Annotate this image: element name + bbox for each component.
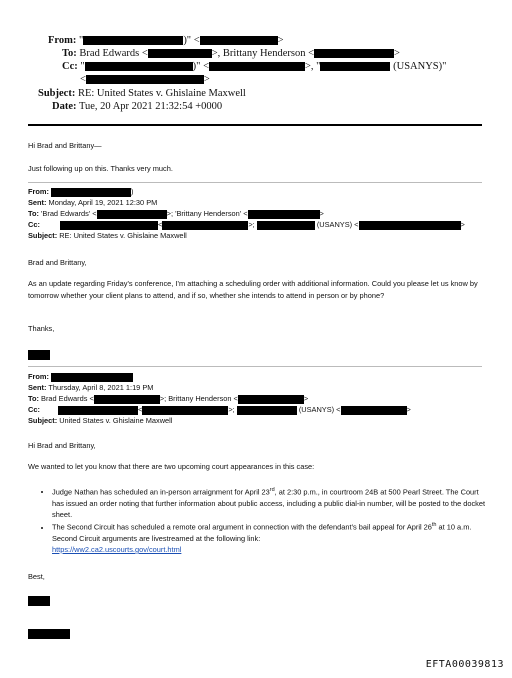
msg3-sent: Thursday, April 8, 2021 1:19 PM <box>48 383 154 392</box>
msg1-greeting: Hi Brad and Brittany— <box>28 141 102 150</box>
header-cc-text2: >, " <box>305 61 321 72</box>
msg3-greeting: Hi Brad and Brittany, <box>28 441 96 450</box>
msg2-closing: Thanks, <box>28 324 55 333</box>
msg3-intro: We wanted to let you know that there are two upcoming court appearances in this case: <box>28 462 315 471</box>
msg3-bullet1-sup: rd <box>269 487 275 493</box>
msg2-from-line <box>28 186 133 197</box>
header-to-label: To: <box>62 48 77 59</box>
msg3-cc-text: < <box>137 405 143 414</box>
header-cc-line2 <box>80 73 210 86</box>
header-cc-line <box>62 60 446 73</box>
header-divider <box>28 124 482 126</box>
redaction-block <box>314 49 394 58</box>
header-date-line <box>52 100 222 113</box>
msg3-to-text: Brad Edwards < <box>41 394 94 403</box>
msg2-to-text2: >; 'Brittany Henderson' < <box>166 209 248 218</box>
header-to-text: Brad Edwards < <box>79 48 148 59</box>
msg3-from-label: From: <box>28 372 49 381</box>
header-subject-line <box>38 87 246 100</box>
msg3-bullet2-sup: th <box>431 522 437 529</box>
header-from-line <box>48 34 284 47</box>
msg3-sent-label: Sent: <box>28 383 47 392</box>
redaction-block <box>86 75 204 84</box>
msg2-subject: RE: United States v. Ghislaine Maxwell <box>59 231 187 240</box>
header-cc-text: )" < <box>192 61 210 72</box>
redaction-block <box>97 210 167 219</box>
msg2-from-end: ) <box>131 187 134 196</box>
msg3-closing: Best, <box>28 572 45 581</box>
msg3-to-text2: >; Brittany Henderson < <box>159 394 238 403</box>
redaction-block <box>94 395 160 404</box>
redaction-block <box>83 36 183 45</box>
msg2-sent-label: Sent: <box>28 198 47 207</box>
redaction-block <box>142 406 228 415</box>
header-cc-label: Cc: <box>62 61 78 72</box>
msg3-subject-line <box>28 415 172 426</box>
msg3-from-line <box>28 371 133 382</box>
msg2-signature-redaction <box>28 346 50 364</box>
msg3-bullet-1 <box>52 485 492 520</box>
redaction-block <box>148 49 212 58</box>
header-to-end: > <box>394 48 400 59</box>
redaction-block <box>341 406 407 415</box>
header-cc2-end: > <box>203 74 210 85</box>
msg1-body: Just following up on this. Thanks very much. <box>28 164 173 173</box>
header-subject: RE: United States v. Ghislaine Maxwell <box>77 88 246 99</box>
msg3-bullet-2 <box>52 520 492 555</box>
header-to-line <box>62 47 400 60</box>
msg2-cc-usanys: (USANYS) < <box>316 220 359 229</box>
msg3-subject: United States v. Ghislaine Maxwell <box>59 416 173 425</box>
msg2-sent: Monday, April 19, 2021 12:30 PM <box>48 198 158 207</box>
msg2-greeting: Brad and Brittany, <box>28 258 87 267</box>
msg3-sent-line <box>28 382 153 393</box>
msg2-cc-text: < <box>157 220 163 229</box>
redaction-block <box>60 221 158 230</box>
redaction-block <box>28 629 70 639</box>
redaction-block <box>209 62 305 71</box>
header-to-text2: >, Brittany Henderson < <box>211 48 314 59</box>
header-cc2-start: < <box>80 74 86 85</box>
msg2-to-label: To: <box>28 209 39 218</box>
msg2-cc-text2: >; <box>248 220 255 229</box>
msg3-to-line <box>28 393 308 404</box>
header-cc-usanys: (USANYS)" <box>393 61 447 72</box>
court-livestream-link[interactable]: https://ww2.ca2.uscourts.gov/court.html <box>52 544 182 554</box>
msg3-cc-label: Cc: <box>28 405 40 414</box>
header-subject-label: Subject: <box>38 88 76 99</box>
header-date: Tue, 20 Apr 2021 21:32:54 +0000 <box>78 101 223 112</box>
msg2-from-label: From: <box>28 187 49 196</box>
msg2-to-text: 'Brad Edwards' < <box>41 209 97 218</box>
redaction-block <box>200 36 278 45</box>
redaction-block <box>320 62 390 71</box>
msg3-cc-line <box>28 404 411 415</box>
msg2-subject-label: Subject: <box>28 231 58 240</box>
msg3-divider <box>28 366 482 367</box>
msg3-to-label: To: <box>28 394 39 403</box>
header-from-end: > <box>277 35 284 46</box>
redaction-block <box>28 350 50 360</box>
msg3-subject-label: Subject: <box>28 416 58 425</box>
msg2-cc-label: Cc: <box>28 220 40 229</box>
header-date-label: Date: <box>52 101 77 112</box>
msg3-signature-redaction-2 <box>28 625 70 643</box>
redaction-block <box>51 187 134 197</box>
msg2-to-line <box>28 208 324 219</box>
msg3-bullet1-text2: , at 2:30 p.m., in courtroom 24B at 500 Pearl Street. The Court has issued an order noting that further information about public access, including a public dial-in number, will be posted to the docket sheet. <box>52 487 486 519</box>
msg2-to-end: > <box>319 209 324 218</box>
msg3-signature-redaction <box>28 592 50 610</box>
msg3-bullet2-text2: at 10 a.m. Second Circuit arguments are livestreamed at the following link: <box>52 522 472 543</box>
msg2-sent-line <box>28 197 157 208</box>
redaction-block <box>28 596 50 606</box>
header-from-label: From: <box>48 35 77 46</box>
header-cc-quote: " <box>80 61 85 72</box>
msg3-bullet-list <box>38 485 492 555</box>
msg3-cc-end: > <box>406 405 411 414</box>
msg3-bullet1-text: Judge Nathan has scheduled an in-person arraignment for April 23 <box>52 487 270 497</box>
redaction-block <box>257 221 315 230</box>
redaction-block <box>58 406 138 415</box>
msg2-body: As an update regarding Friday’s conference, I’m attaching a scheduling order with additional information. Could you please let us know by tomorrow whether your client plans to attend, and if so, whether she intends to attend in person or by phone? <box>28 279 478 300</box>
redaction-block <box>85 62 193 71</box>
redaction-block <box>237 406 297 415</box>
msg3-to-end: > <box>303 394 309 403</box>
msg3-cc-usanys: (USANYS) < <box>298 405 341 414</box>
header-from-quote: " <box>79 35 84 46</box>
redaction-block <box>51 373 133 382</box>
msg2-cc-line <box>28 219 465 230</box>
msg3-cc-text2: >; <box>228 405 235 414</box>
msg2-cc-end: > <box>460 220 465 229</box>
bates-number: EFTA00039813 <box>425 659 504 670</box>
msg3-bullet2-text: The Second Circuit has scheduled a remote oral argument in connection with the defendant’s bail appeal for April 26 <box>52 522 432 532</box>
redaction-block <box>359 221 461 230</box>
redaction-block <box>238 395 304 404</box>
msg2-divider <box>28 182 482 183</box>
redaction-block <box>248 210 320 219</box>
header-from-text: )" < <box>183 35 200 46</box>
msg2-subject-line <box>28 230 187 241</box>
redaction-block <box>162 221 248 230</box>
